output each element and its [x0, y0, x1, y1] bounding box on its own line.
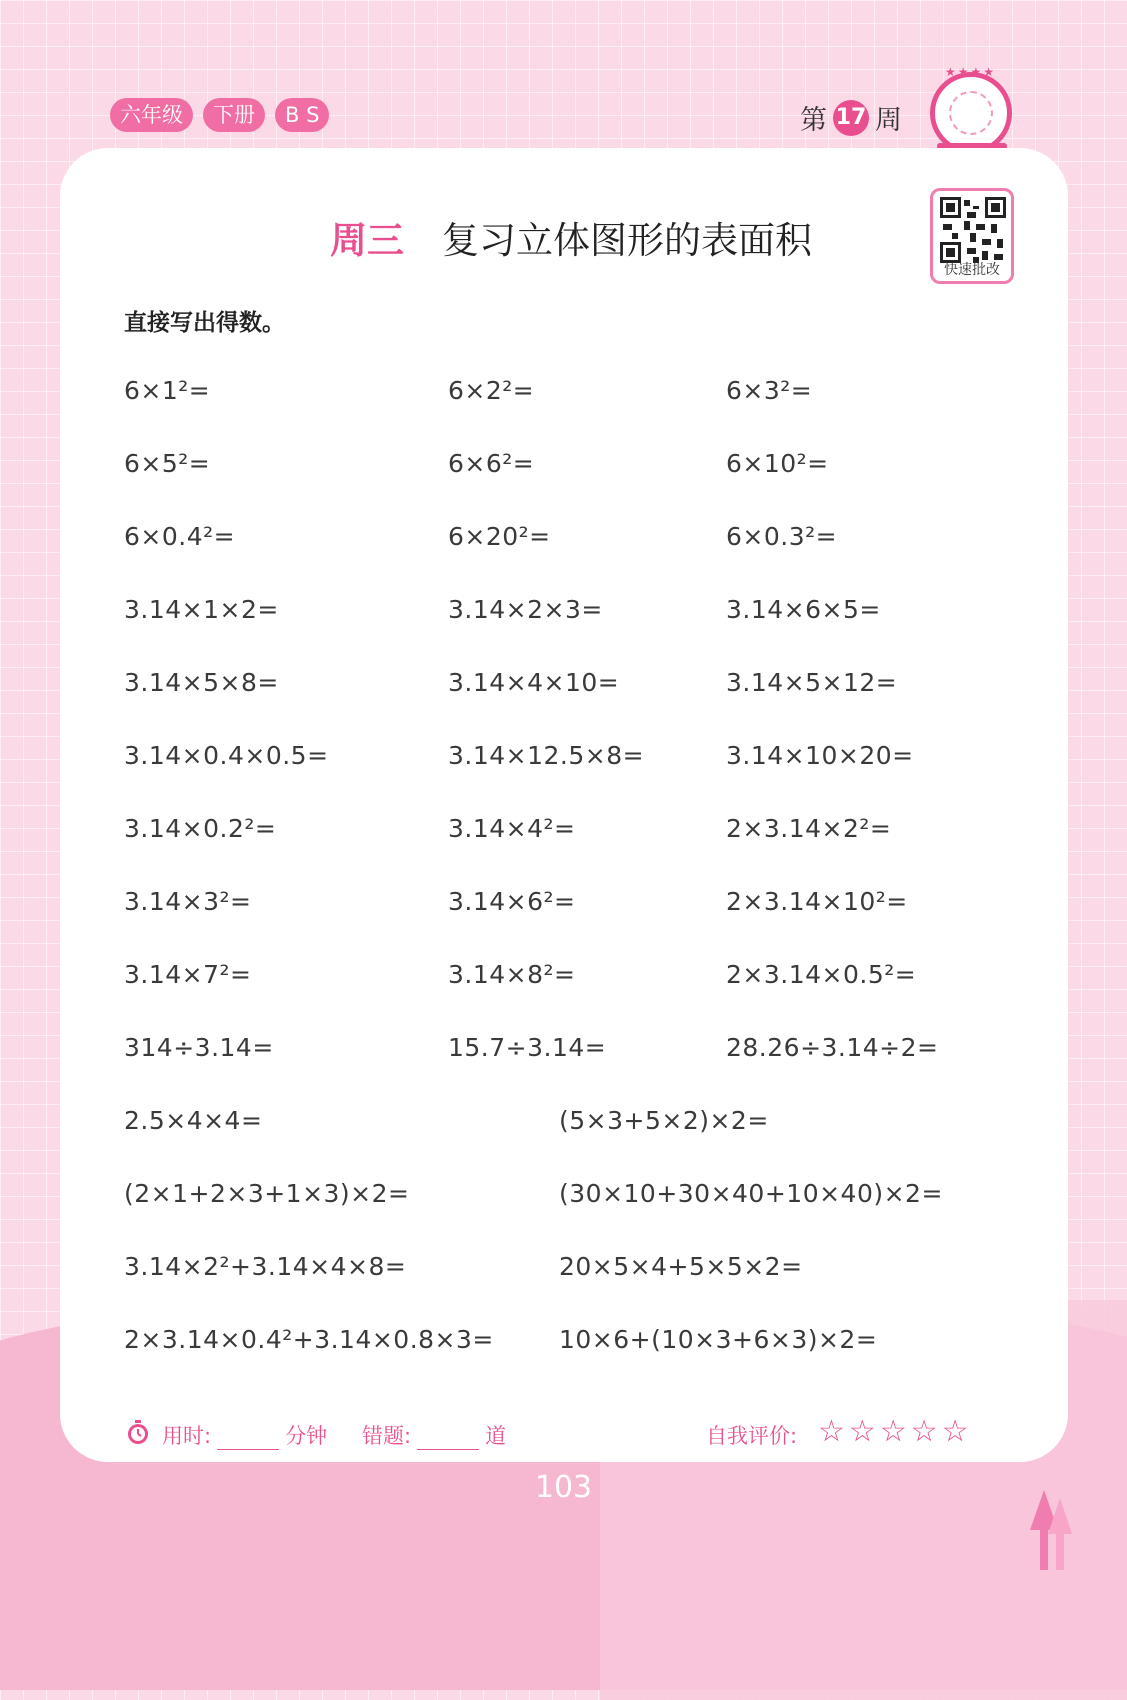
logo-emblem-icon: [949, 91, 993, 135]
problem-item: 3.14×3²=: [124, 887, 252, 916]
problem-item: 3.14×0.4×0.5=: [124, 741, 329, 770]
problem-item: 3.14×2×3=: [448, 595, 603, 624]
qr-label: 快速批改: [944, 262, 1000, 278]
title-text: 复习立体图形的表面积: [442, 219, 812, 262]
brand-logo: [930, 65, 1012, 154]
problem-item: 3.14×10×20=: [726, 741, 914, 770]
problem-item: 3.14×0.2²=: [124, 814, 277, 843]
stopwatch-icon: [124, 1418, 152, 1446]
qr-code-icon: [940, 197, 1006, 263]
problem-item: 6×2²=: [448, 376, 535, 405]
problem-item: 28.26÷3.14÷2=: [726, 1033, 939, 1062]
week-prefix: 第: [800, 105, 827, 136]
problem-item: 6×1²=: [124, 376, 211, 405]
problem-item: 3.14×1×2=: [124, 595, 279, 624]
problem-item: 6×20²=: [448, 522, 551, 551]
self-eval-label: 自我评价:: [706, 1424, 798, 1448]
problem-item: 6×0.3²=: [726, 522, 838, 551]
problem-item-wide: 3.14×2²+3.14×4×8=: [124, 1252, 407, 1281]
page-title: [330, 210, 812, 264]
problem-item: 2×3.14×0.5²=: [726, 960, 917, 989]
edition-tag: B S: [275, 98, 329, 132]
problem-item: 3.14×6×5=: [726, 595, 881, 624]
problem-item-wide: (2×1+2×3+1×3)×2=: [124, 1179, 410, 1208]
errors-field[interactable]: [362, 1420, 506, 1450]
problem-item: 6×5²=: [124, 449, 211, 478]
problem-item: 3.14×6²=: [448, 887, 576, 916]
problem-item-wide: 10×6+(10×3+6×3)×2=: [559, 1325, 878, 1354]
arrow-up-icon: [1030, 1490, 1090, 1570]
problem-item: 2×3.14×2²=: [726, 814, 892, 843]
grade-tags: [110, 98, 329, 132]
problem-item: 3.14×8²=: [448, 960, 576, 989]
problem-item-wide: 2×3.14×0.4²+3.14×0.8×3=: [124, 1325, 494, 1354]
problem-item-wide: 2.5×4×4=: [124, 1106, 263, 1135]
self-eval-stars[interactable]: ☆☆☆☆☆: [818, 1414, 973, 1449]
time-label: 用时:: [162, 1424, 212, 1448]
problem-item: 6×6²=: [448, 449, 535, 478]
errors-unit: 道: [485, 1424, 507, 1448]
time-unit: 分钟: [285, 1424, 328, 1448]
problem-item: 3.14×7²=: [124, 960, 252, 989]
problem-item: 6×3²=: [726, 376, 813, 405]
errors-blank[interactable]: [417, 1449, 479, 1450]
volume-tag: 下册: [203, 98, 265, 132]
title-day: 周三: [330, 219, 404, 262]
instruction-text: 直接写出得数。: [124, 310, 285, 336]
qr-code[interactable]: [930, 188, 1014, 284]
problem-item: 6×10²=: [726, 449, 829, 478]
problem-item-wide: (30×10+30×40+10×40)×2=: [559, 1179, 943, 1208]
problem-item: 15.7÷3.14=: [448, 1033, 607, 1062]
errors-label: 错题:: [362, 1424, 412, 1448]
problem-item: 3.14×12.5×8=: [448, 741, 645, 770]
problem-item: 3.14×5×12=: [726, 668, 898, 697]
problem-item: 2×3.14×10²=: [726, 887, 908, 916]
logo-stars-icon: ★★★★: [945, 65, 997, 79]
time-blank[interactable]: [217, 1449, 279, 1450]
week-number-badge: 17: [833, 100, 869, 136]
week-suffix: 周: [875, 105, 902, 136]
problem-item: 3.14×5×8=: [124, 668, 279, 697]
problem-item-wide: (5×3+5×2)×2=: [559, 1106, 769, 1135]
problem-item: 314÷3.14=: [124, 1033, 274, 1062]
page-number: 103: [534, 1470, 593, 1505]
time-field[interactable]: [162, 1420, 327, 1450]
grade-tag: 六年级: [110, 98, 193, 132]
problem-item: 6×0.4²=: [124, 522, 236, 551]
problem-item: 3.14×4×10=: [448, 668, 620, 697]
week-indicator: [800, 98, 902, 137]
problem-item-wide: 20×5×4+5×5×2=: [559, 1252, 803, 1281]
problem-item: 3.14×4²=: [448, 814, 576, 843]
